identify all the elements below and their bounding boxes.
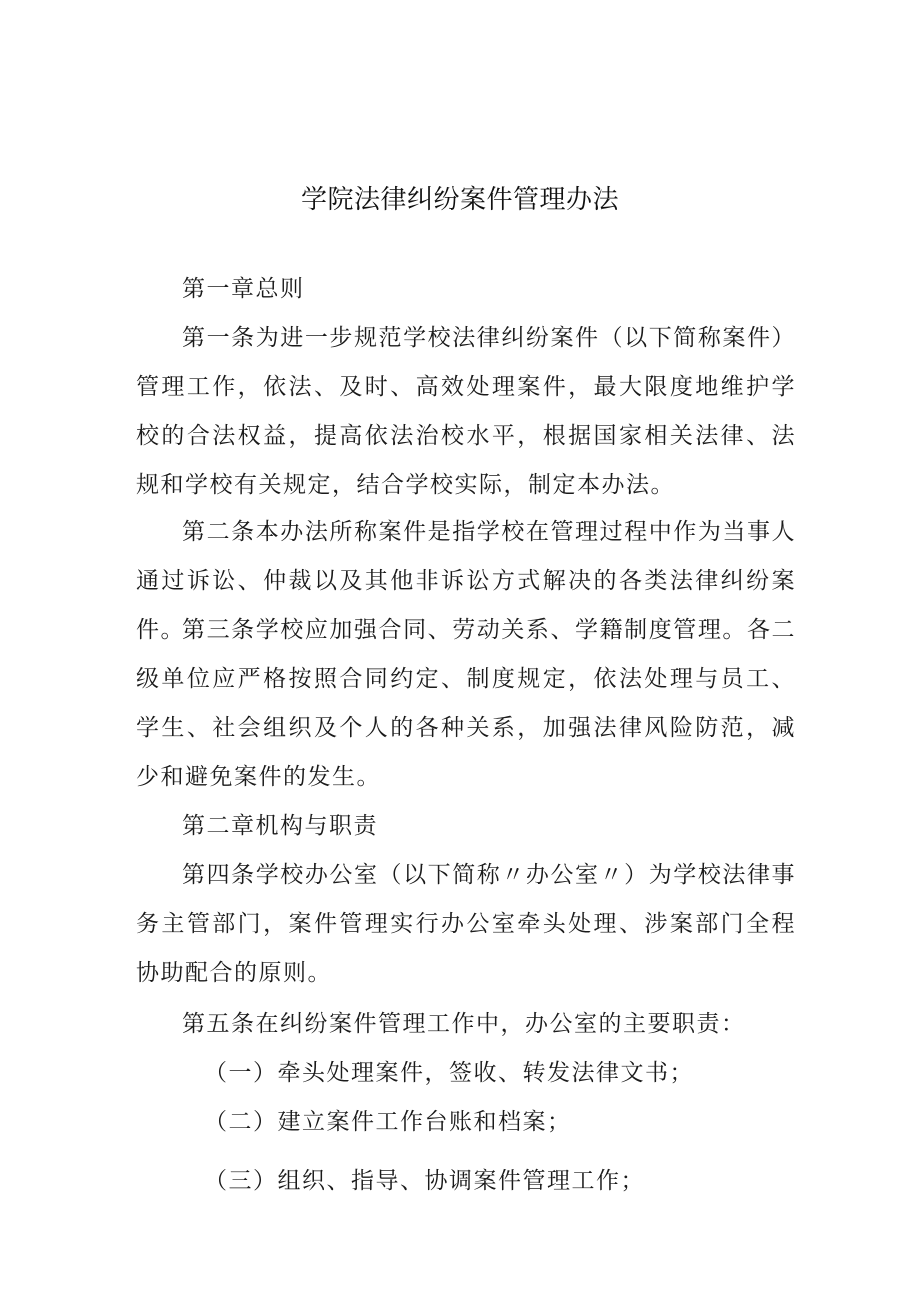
article-5: 第五条在纠纷案件管理工作中，办公室的主要职责： [182, 1011, 746, 1037]
chapter-1-heading: 第一章总则 [182, 276, 305, 302]
chapter-2-heading: 第二章机构与职责 [182, 813, 378, 839]
article-3: 第三条学校应加强合同、劳动关系、学籍制度管理。各二级单位应严格按照合同约定、制度规定，依法处理与员工、学生、社会组织及个人的各种关系，加强法律风险防范，减少和避免案件的发生。 [136, 617, 796, 790]
duty-item-3: （三）组织、指导、协调案件管理工作； [204, 1168, 645, 1194]
duty-item-2: （二）建立案件工作台账和档案； [204, 1109, 572, 1135]
article-2: 第二条本办法所称案件是指学校在管理过程中作为当事人通过诉讼、仲裁以及其他非诉讼方式解决的各类法律纠纷案件。 [136, 519, 796, 643]
duty-item-1: （一）牵头处理案件，签收、转发法律文书； [204, 1060, 694, 1086]
article-1: 第一条为进一步规范学校法律纠纷案件（以下简称案件）管理工作，依法、及时、高效处理案件，最大限度地维护学校的合法权益，提高依法治校水平，根据国家相关法律、法规和学校有关规定，结合学校实际，制定本办法。 [136, 325, 796, 498]
document-title: 学院法律纠纷案件管理办法 [300, 185, 619, 215]
article-4: 第四条学校办公室（以下简称〃办公室〃）为学校法律事务主管部门，案件管理实行办公室牵头处理、涉案部门全程协助配合的原则。 [136, 862, 796, 986]
